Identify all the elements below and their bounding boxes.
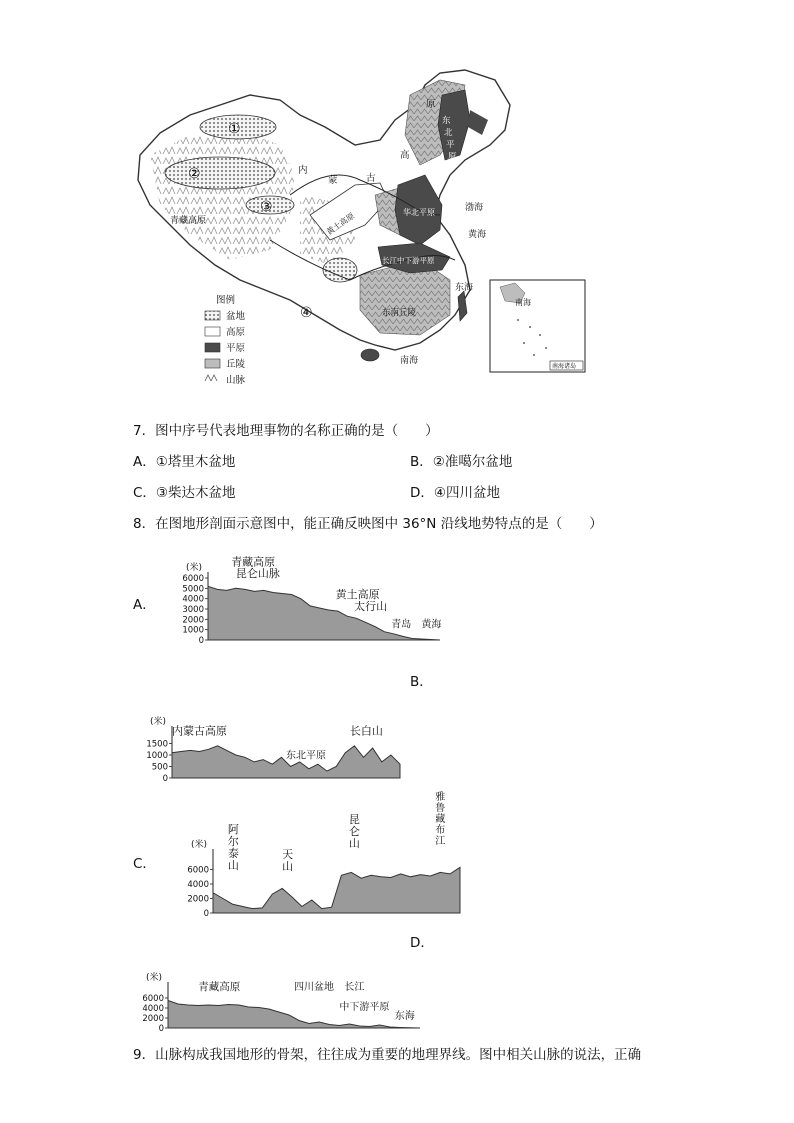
marker-1: ① xyxy=(228,121,241,137)
q7-option-a[interactable]: A．①塔里木盆地 xyxy=(133,454,236,470)
label-donghai: 东海 xyxy=(455,283,474,293)
y-unit-label: (米) xyxy=(185,563,202,573)
y-tick-label: 3000 xyxy=(182,605,204,615)
legend-plateau: 高原 xyxy=(226,327,246,338)
label-gao: 高 xyxy=(400,150,410,161)
label-yuan: 原 xyxy=(426,99,436,110)
label-meng: 蒙 xyxy=(328,175,338,186)
y-tick-label: 2000 xyxy=(182,615,204,626)
y-tick-label: 1000 xyxy=(182,625,204,636)
q8-label-d[interactable]: D． xyxy=(410,935,434,951)
label-dongbei-4: 原 xyxy=(448,152,457,162)
y-unit-label: (米) xyxy=(145,973,162,983)
label-huangtu: 黄土高原 xyxy=(324,211,357,237)
q7-option-b[interactable]: B．②准噶尔盆地 xyxy=(410,454,513,470)
marker-3: ③ xyxy=(260,199,273,215)
profile-annotation: 黄土高原 xyxy=(335,587,380,601)
marker-2: ② xyxy=(188,166,201,182)
y-unit-label: (米) xyxy=(190,840,207,850)
legend-basin: 盆地 xyxy=(226,311,246,322)
profile-annotation: 雅鲁藏布江 xyxy=(435,791,446,847)
y-tick-label: 1000 xyxy=(146,751,168,761)
y-tick-label: 6000 xyxy=(187,865,209,876)
y-tick-label: 0 xyxy=(198,636,204,646)
profile-annotation: 长白山 xyxy=(349,724,383,738)
profile-annotation: 长江 xyxy=(344,982,365,993)
label-bohai: 渤海 xyxy=(465,203,484,213)
y-tick-label: 0 xyxy=(203,909,209,919)
profile-annotation: 昆仑山脉 xyxy=(235,566,280,580)
y-tick-label: 4000 xyxy=(187,880,209,890)
y-tick-label: 500 xyxy=(151,762,168,773)
profile-annotation: 太行山 xyxy=(354,600,388,614)
y-tick-label: 6000 xyxy=(142,994,164,1004)
label-dongbei-3: 平 xyxy=(446,140,455,150)
label-gu: 古 xyxy=(366,173,376,184)
inset-label: 南海诸岛 xyxy=(552,363,577,370)
profile-annotation: 东海 xyxy=(394,1011,415,1023)
label-qingzang: 青藏高原 xyxy=(170,216,207,226)
q7-option-c[interactable]: C．③柴达木盆地 xyxy=(133,485,236,501)
profile-chart-b xyxy=(130,712,410,784)
label-changjiang: 长江中下游平原 xyxy=(382,256,435,265)
y-tick-label: 2000 xyxy=(142,1014,164,1024)
profile-annotation: 青藏高原 xyxy=(231,555,276,569)
label-huanghai: 黄海 xyxy=(468,230,487,240)
legend-plain: 平原 xyxy=(226,343,246,354)
profile-annotation: 内蒙古高原 xyxy=(172,724,227,738)
profile-chart-c xyxy=(185,791,470,919)
profile-chart-a xyxy=(165,555,455,650)
y-unit-label: (米) xyxy=(149,717,166,727)
y-tick-label: 2000 xyxy=(187,894,209,905)
china-terrain-map xyxy=(120,65,600,385)
y-tick-label: 6000 xyxy=(182,574,204,584)
label-huabei: 华北平原 xyxy=(403,208,435,217)
profile-annotation: 东北平原 xyxy=(286,750,326,762)
basin-4 xyxy=(323,258,357,282)
label-dongbei-1: 东 xyxy=(442,116,451,126)
profile-annotation: 中下游平原 xyxy=(339,1002,390,1013)
label-nei: 内 xyxy=(298,165,308,176)
question-8-stem: 8．在图地形剖面示意图中，能正确反映图中 36°N 沿线地势特点的是（ ） xyxy=(133,516,603,532)
profile-annotation: 四川盆地 xyxy=(294,982,334,993)
question-9-stem: 9．山脉构成我国地形的骨架，往往成为重要的地理界线。图中相关山脉的说法，正确 xyxy=(133,1047,642,1063)
svg-text:南海: 南海 xyxy=(515,298,531,307)
map-legend xyxy=(205,294,246,386)
y-tick-label: 4000 xyxy=(142,1004,164,1014)
q8-label-c[interactable]: C． xyxy=(133,856,156,872)
profile-chart-d xyxy=(130,965,430,1033)
profile-annotation: 昆仑山 xyxy=(348,813,360,851)
profile-annotation: 青藏高原 xyxy=(198,981,241,993)
y-tick-label: 1500 xyxy=(146,739,168,750)
q8-label-a[interactable]: A． xyxy=(133,597,156,613)
marker-4: ④ xyxy=(300,305,313,321)
terrain-profile-area xyxy=(213,867,460,913)
label-dongbei-2: 北 xyxy=(444,128,453,138)
profile-annotation: 黄海 xyxy=(421,619,442,631)
legend-mountains: 山脉 xyxy=(226,375,246,386)
q7-option-d[interactable]: D．④四川盆地 xyxy=(410,485,500,501)
south-china-sea-inset xyxy=(490,280,585,372)
y-tick-label: 0 xyxy=(162,774,168,784)
y-tick-label: 5000 xyxy=(182,584,204,595)
q8-label-b[interactable]: B． xyxy=(410,674,433,690)
profile-annotation: 阿尔泰山 xyxy=(227,822,239,872)
label-dongnan: 东南丘陵 xyxy=(382,308,417,318)
terrain-profile-area xyxy=(208,586,440,640)
legend-hills: 丘陵 xyxy=(226,359,246,370)
y-tick-label: 0 xyxy=(158,1024,164,1034)
profile-annotation: 天山 xyxy=(282,847,294,873)
question-7-stem: 7．图中序号代表地理事物的名称正确的是（ ） xyxy=(133,423,439,439)
label-nanhai: 南海 xyxy=(400,356,419,366)
y-tick-label: 4000 xyxy=(182,594,204,605)
profile-annotation: 青岛 xyxy=(391,619,412,631)
legend-title: 图例 xyxy=(216,295,236,306)
basin-2 xyxy=(165,157,275,189)
